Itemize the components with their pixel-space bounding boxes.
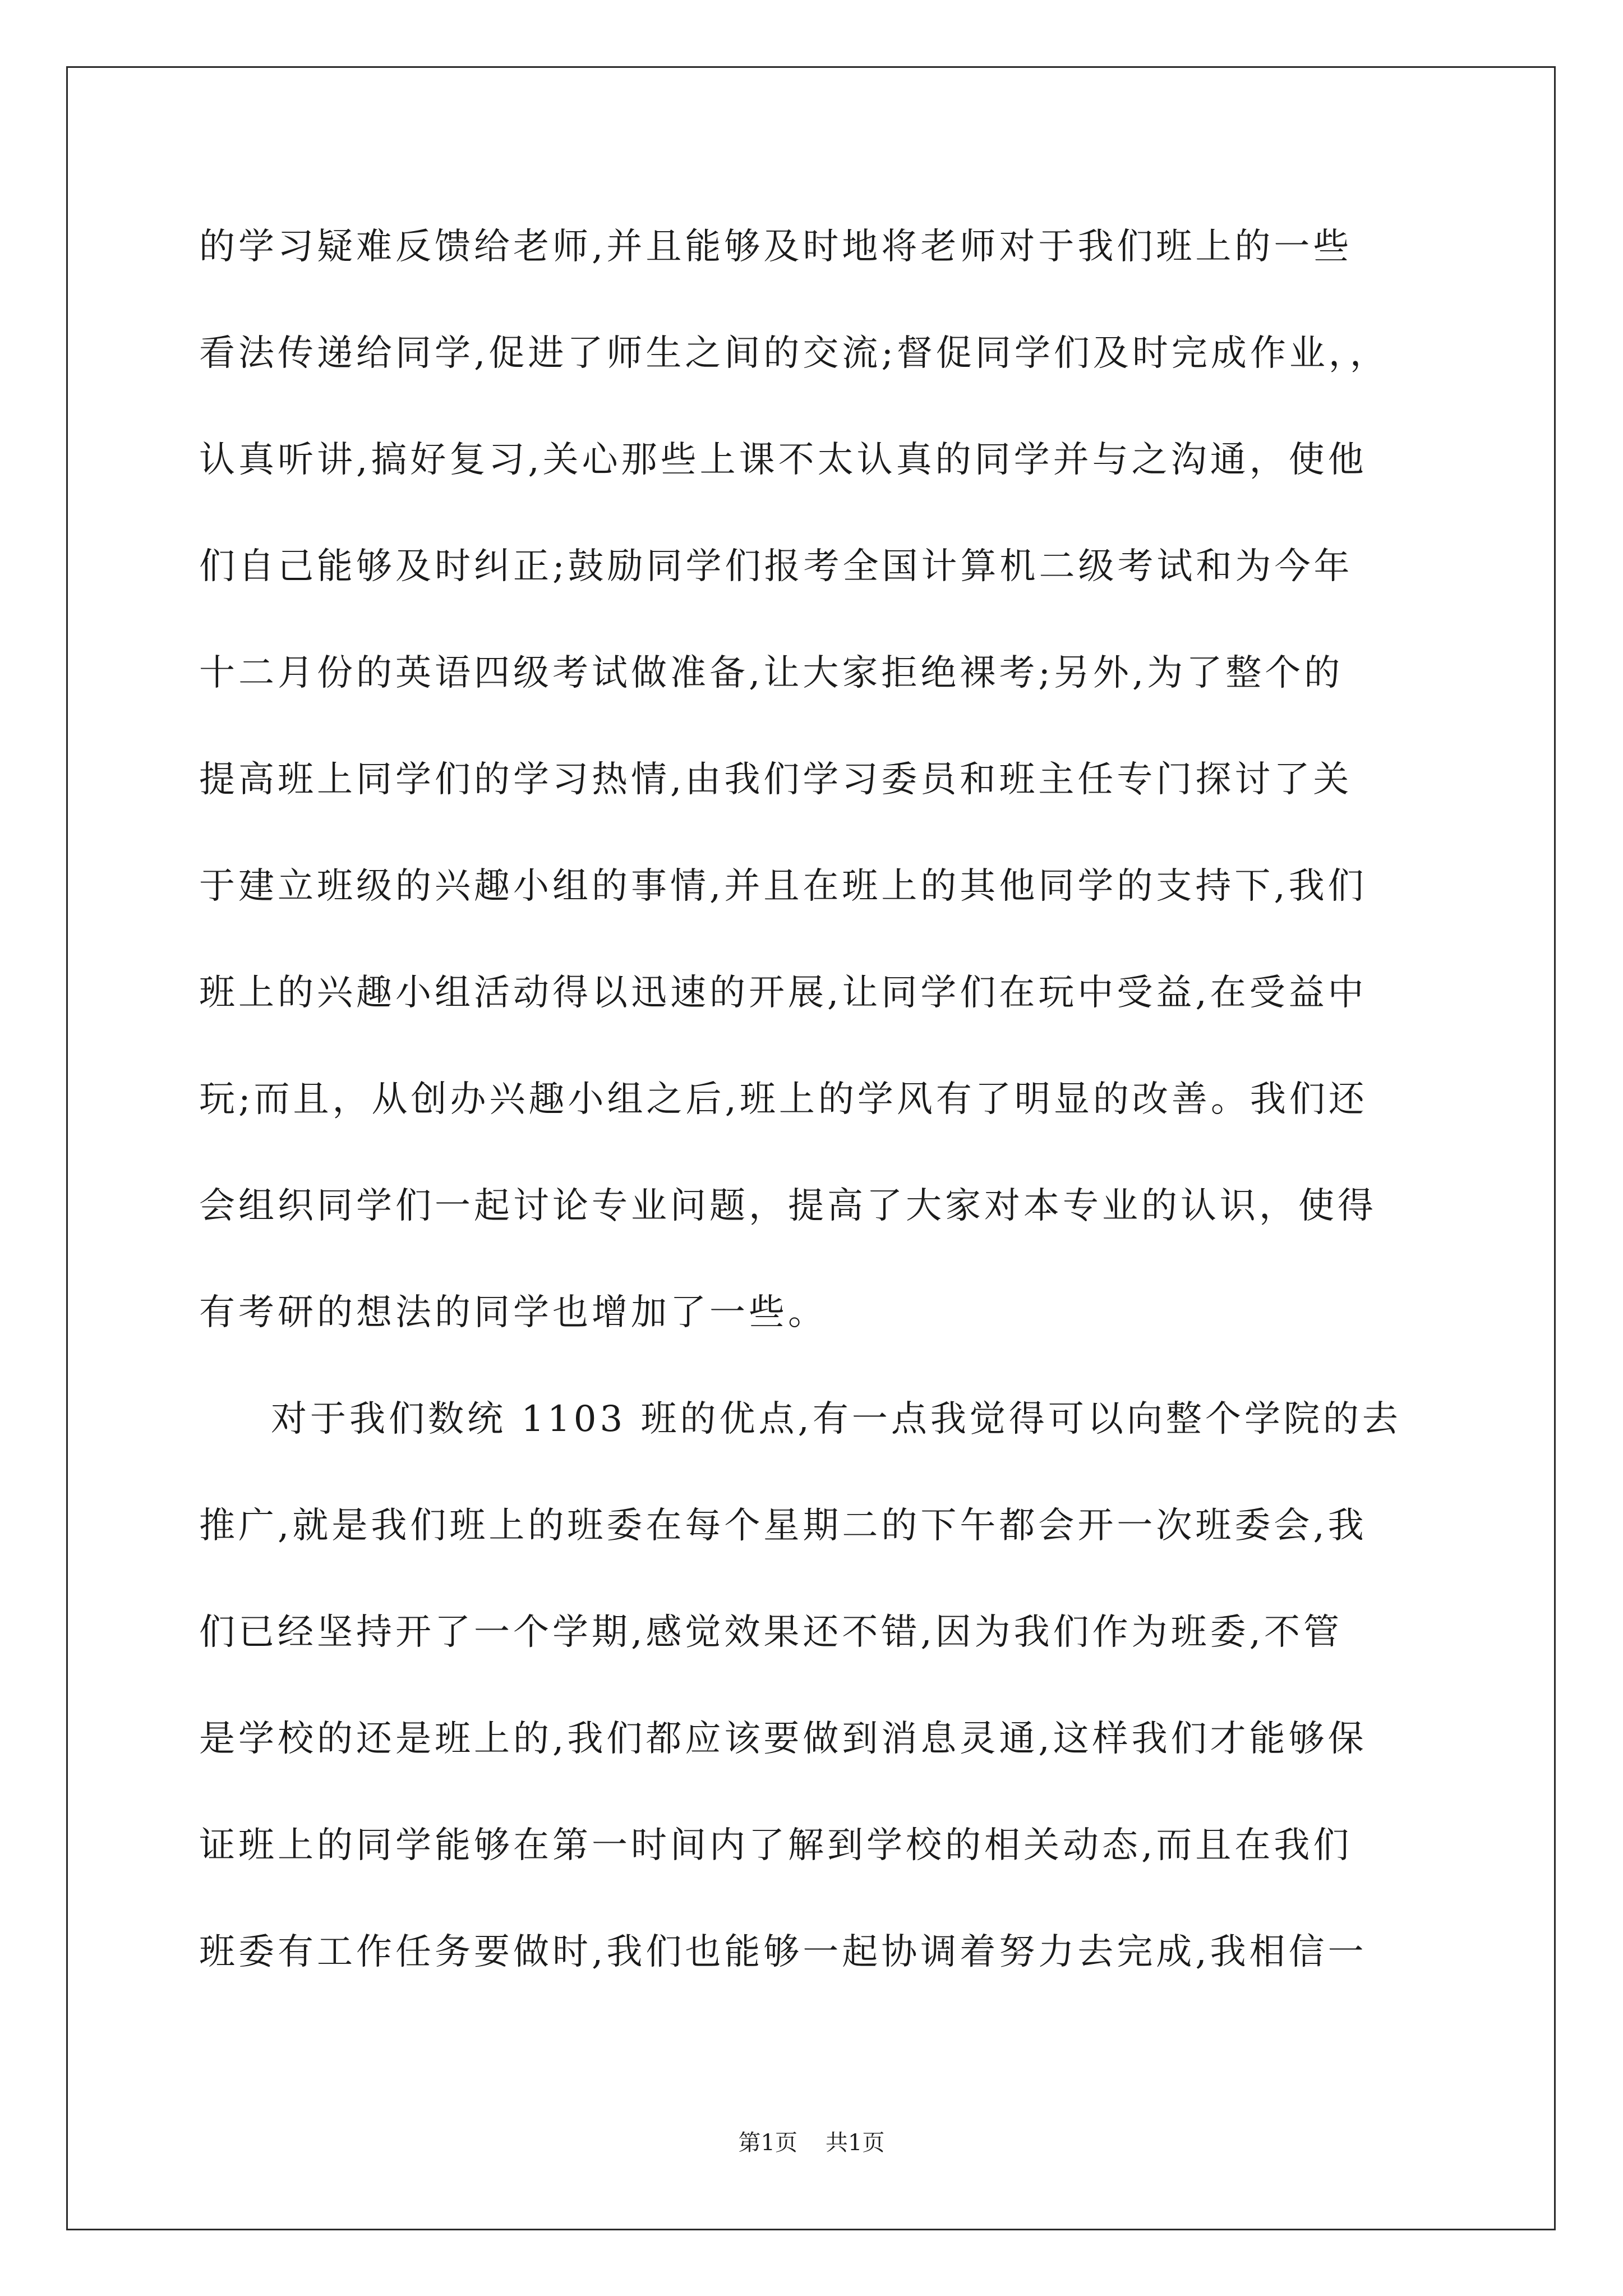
paragraph [199,216,1433,1388]
page-total: 共1页 [826,2130,885,2156]
text-line: 看法传递给同学,促进了师生之间的交流;督促同学们及时完成作业，， [199,333,1389,374]
text-line: 证班上的同学能够在第一时间内了解到学校的相关动态,而且在我们 [199,1825,1353,1866]
paragraph [199,1388,1433,2028]
text-line: 十二月份的英语四级考试做准备,让大家拒绝裸考;另外,为了整个的 [199,652,1344,694]
document-body [199,216,1433,2028]
page-number: 第1页 [738,2130,797,2156]
text-line: 们已经坚持开了一个学期,感觉效果还不错,因为我们作为班委,不管 [199,1612,1343,1653]
text-line: 是学校的还是班上的,我们都应该要做到消息灵通,这样我们才能够保 [199,1718,1367,1760]
text-line: 玩;而且，从创办兴趣小组之后,班上的学风有了明显的改善。我们还 [199,1079,1368,1120]
text-line: 会组织同学们一起讨论专业问题，提高了大家对本专业的认识，使得 [199,1185,1377,1227]
text-line: 对于我们数统 1103 班的优点,有一点我觉得可以向整个学院的去 [271,1398,1401,1440]
text-line: 班委有工作任务要做时,我们也能够一起协调着努力去完成,我相信一 [199,1931,1367,1973]
text-line: 的学习疑难反馈给老师,并且能够及时地将老师对于我们班上的一些 [199,226,1353,268]
text-line: 认真听讲,搞好复习,关心那些上课不太认真的同学并与之沟通，使他 [199,439,1367,481]
text-line: 于建立班级的兴趣小组的事情,并且在班上的其他同学的支持下,我们 [199,866,1367,907]
text-line: 班上的兴趣小组活动得以迅速的开展,让同学们在玩中受益,在受益中 [199,972,1367,1014]
page-footer [0,2129,1623,2157]
text-line: 提高班上同学们的学习热情,由我们学习委员和班主任专门探讨了关 [199,759,1353,800]
text-line: 推广,就是我们班上的班委在每个星期二的下午都会开一次班委会,我 [199,1505,1367,1547]
text-line: 有考研的想法的同学也增加了一些。 [199,1292,827,1333]
text-line: 们自己能够及时纠正;鼓励同学们报考全国计算机二级考试和为今年 [199,546,1353,587]
